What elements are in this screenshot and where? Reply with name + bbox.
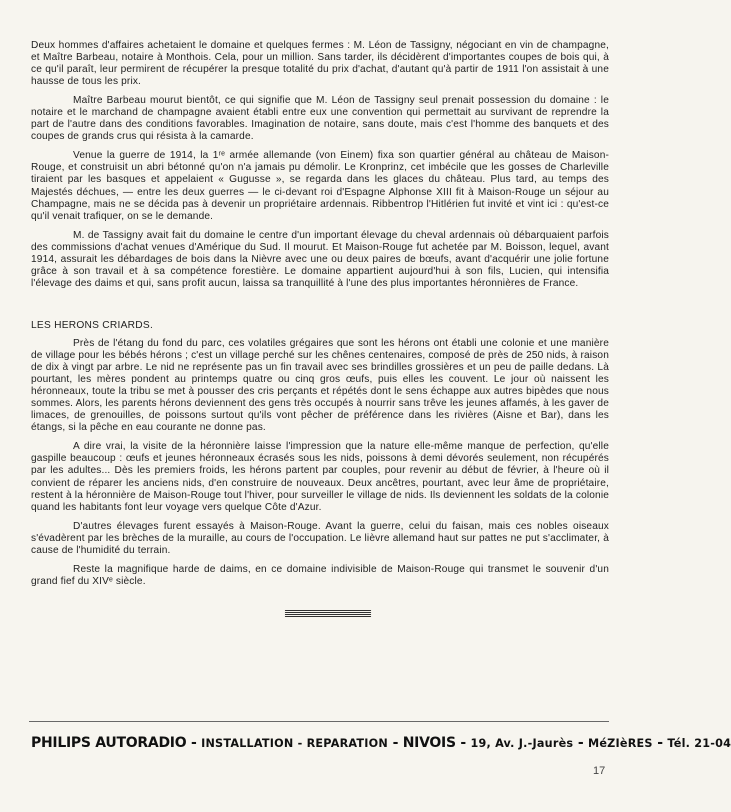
decorative-divider [285, 610, 371, 618]
divider-line [285, 610, 371, 611]
herons-section-text [31, 338, 609, 595]
section-paragraph: D'autres élevages furent essayés à Maison-Rouge. Avant la guerre, celui du faisan, mais ces nobles oiseaux s'évadèrent par les brèches de la muraille, au cours de l'occupation. Le lièvre allemand haut sur pattes ne put s'acclimater, à cause de l'humidité du terrain. [31, 520, 609, 556]
divider-line [285, 612, 371, 613]
advertisement-rule [29, 721, 609, 722]
divider-line [285, 614, 371, 615]
section-paragraph: Près de l'étang du fond du parc, ces volatiles grégaires que sont les hérons ont établi une colonie et une manière de village pour les bébés hérons ; c'est un village perché sur les chênes centenaires, composé de près de 250 nids, à raison de dix à vingt par arbre. Le nid ne représente pas un fin travail avec ses brindilles grossières et un peu de paille dedans. Là pourtant, les mères pondent au printemps quatre ou cinq gros œufs, puis elles les couvent. Le jour où naissent les héronneaux, toute la tribu se met à pousser des cris perçants et répétés dont le sens échappe aux autres bipèdes que nous sommes. Alors, les parents hérons deviennent des gens très occupés à nourrir sans trêve les jeunes affamés, à les gaver de limaces, de grenouilles, de poissons surtout qu'ils vont pêcher de préférence dans les rivières (Aisne et Bar), dans les étangs, si la pêche en eau courante ne donne pas. [31, 338, 609, 434]
section-paragraph: A dire vrai, la visite de la héronnière laisse l'impression que la nature elle-même manque de perfection, qu'elle gaspille beaucoup : œufs et jeunes héronneaux écrasés sous les nids, poissons à demi dévorés seulement, non récupérés par les adultes... Dès les premiers froids, les hérons partent par couples, pour revenir au début de février, à l'heure où il convient de réparer les anciens nids, d'en construire de nouveaux. Deux ancêtres, pourtant, avec leur âme de propriétaire, restent à la héronnière de Maison-Rouge tout l'hiver, pour surveiller le village de nids. Ils deviennent les soldats de la colonie quand les habitants font leur voyage vers quelque Côte d'Azur. [31, 441, 609, 513]
advertisement-address: 19, Av. J.-Jaurès [470, 737, 574, 750]
article-paragraph: M. de Tassigny avait fait du domaine le centre d'un important élevage du cheval ardennais où débarquaient parfois des commissions d'achat venues d'Amérique du Sud. Il mourut. Et Maison-Rouge fut achetée par M. Boisson, lequel, avant 1914, assurait les débardages de bois dans la Nièvre avec une ou deux paires de bœufs, avant d'acquérir une jolie fortune grâce à son travail et à sa compétence forestière. Le domaine appartient aujourd'hui à son fils, Lucien, qui intensifia l'élevage des daims et qui, sans profit aucun, laissa sa tranquillité à l'une des plus importantes héronnières de France. [31, 229, 609, 289]
advertisement-brand: PHILIPS AUTORADIO [31, 735, 187, 751]
article-paragraph: Maître Barbeau mourut bientôt, ce qui signifie que M. Léon de Tassigny seul prenait possession du domaine : le notaire et le marchand de champagne avaient établi entre eux une convention qui permettait au survivant de reprendre la part de l'autre dans des conditions favorables. Imagination de notaire, sans doute, mais c'est l'homme des banquets et des coupes de grands crus qui résista à la camarde. [31, 95, 609, 143]
advertisement-separator: - [388, 735, 403, 751]
advertisement-separator: - [186, 735, 202, 751]
advertisement-company: NIVOIS [402, 735, 456, 751]
advertisement-town: MéZIèRES [588, 737, 653, 750]
advertisement-phone: Tél. 21-04 [667, 737, 731, 750]
page-number: 17 [593, 765, 606, 777]
advertisement-separator: - [455, 735, 471, 751]
advertisement-separator: - [652, 735, 668, 751]
divider-line [285, 616, 371, 617]
advertisement-separator: - [573, 735, 588, 751]
advertisement-service: INSTALLATION - REPARATION [201, 737, 388, 750]
article-upper-text [31, 40, 609, 297]
section-heading: LES HERONS CRIARDS. [31, 320, 154, 331]
article-paragraph: Deux hommes d'affaires achetaient le domaine et quelques fermes : M. Léon de Tassigny, négociant en vin de champagne, et Maître Barbeau, notaire à Monthois. Cela, pour un million. Sans tarder, ils décidèrent d'importantes coupes de bois qui, à ce qu'il paraît, leur permirent de récupérer la presque totalité du prix d'achat, d'autant qu'à partir de 1911 l'on assistait à une hausse de tous les prix. [31, 40, 609, 88]
article-paragraph: Venue la guerre de 1914, la 1ʳᵉ armée allemande (von Einem) fixa son quartier général au château de Maison-Rouge, et construisit un abri bétonné qu'on n'a jamais pu démolir. Le Kronprinz, cet imbécile que les gosses de Charleville tiraient par les basques et appelaient « Gugusse », se regarda dans les glaces du château. Plus tard, au temps des Majestés déchues, — entre les deux guerres — le ci-devant roi d'Espagne Alphonse XIII fit à Maison-Rouge un séjour au Champagne, mais ne se décida pas à devenir un propriétaire ardennais. Ribbentrop l'Hitlérien fut invité et vint ici : qu'est-ce qu'il venait trafiquer, on se le demande. [31, 150, 609, 222]
section-paragraph: Reste la magnifique harde de daims, en ce domaine indivisible de Maison-Rouge qui transmet le souvenir d'un grand fief du XIVᵉ siècle. [31, 563, 609, 587]
advertisement-banner [31, 735, 731, 752]
